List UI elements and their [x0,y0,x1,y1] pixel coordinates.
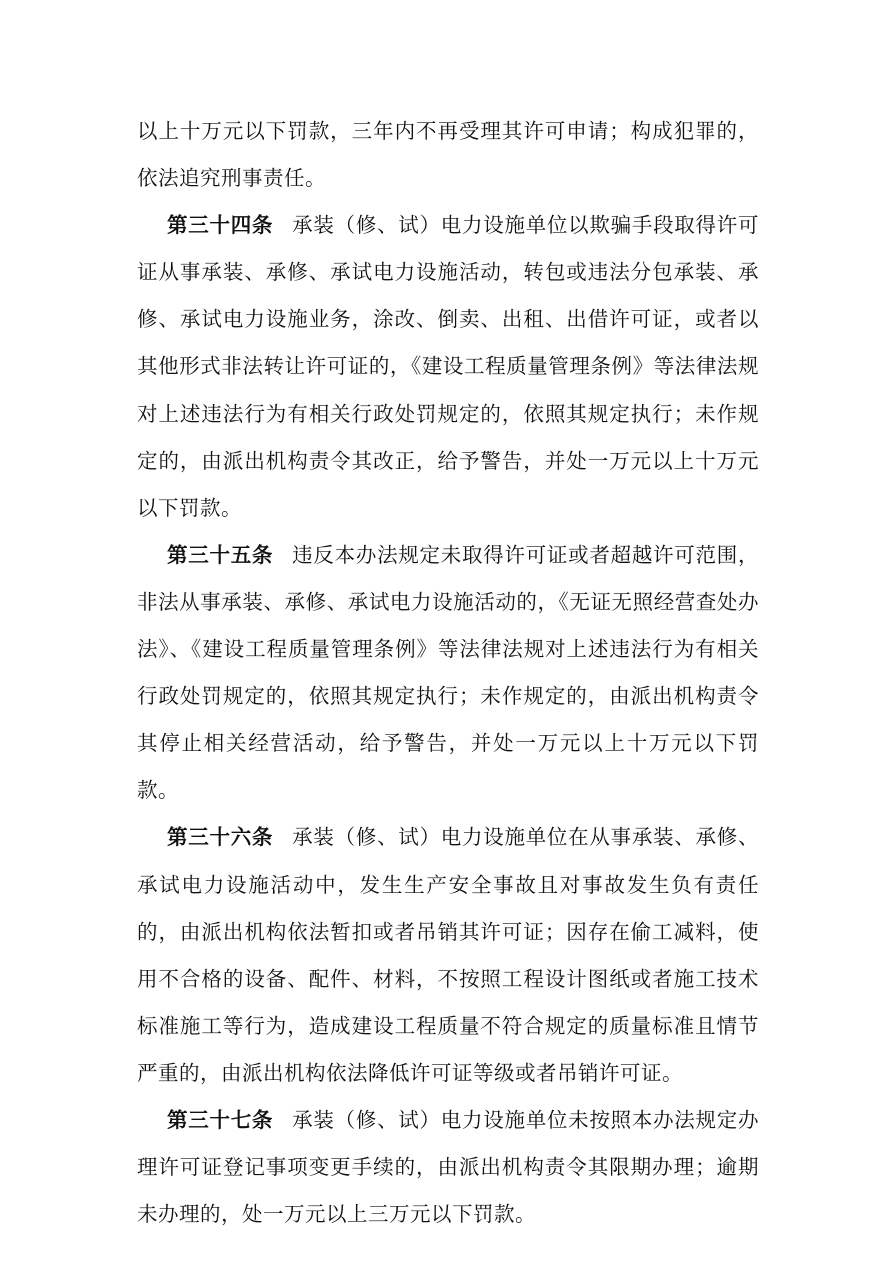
article-35 [137,532,759,815]
article-text: 承装（修、试）电力设施单位未按照本办法规定办理许可证登记事项变更手续的，由派出机构责令其限期办理；逾期未办理的，处一万元以上三万元以下罚款。 [137,1107,760,1227]
paragraph-text: 以上十万元以下罚款，三年内不再受理其许可申请；构成犯罪的，依法追究刑事责任。 [137,119,759,191]
article-number: 第三十五条 [167,542,274,567]
article-text: 承装（修、试）电力设施单位以欺骗手段取得许可证从事承装、承修、承试电力设施活动，转包或违法分包承装、承修、承试电力设施业务，涂改、倒卖、出租、出借许可证，或者以其他形式非法转让许可证的，《建设工程质量管理条例》等法律法规对上述违法行为有相关行政处罚规定的，依照其规定执行；未作规定的，由派出机构责令其改正，给予警告，并处一万元以上十万元以下罚款。 [137,213,760,520]
paragraph-continuation [137,108,759,202]
article-37 [137,1097,759,1238]
article-36 [137,814,759,1097]
article-text: 承装（修、试）电力设施单位在从事承装、承修、承试电力设施活动中，发生生产安全事故且对事故发生负有责任的，由派出机构依法暂扣或者吊销其许可证；因存在偷工减料，使用不合格的设备、配件、材料，不按照工程设计图纸或者施工技术标准施工等行为，造成建设工程质量不符合规定的质量标准且情节严重的，由派出机构依法降低许可证等级或者吊销许可证。 [137,825,760,1085]
article-number: 第三十四条 [167,213,274,238]
article-text: 违反本办法规定未取得许可证或者超越许可范围，非法从事承装、承修、承试电力设施活动的，《无证无照经营查处办法》、《建设工程质量管理条例》等法律法规对上述违法行为有相关行政处罚规定的，依照其规定执行；未作规定的，由派出机构责令其停止相关经营活动，给予警告，并处一万元以上十万元以下罚款。 [137,542,760,803]
article-number: 第三十六条 [167,825,274,850]
article-34 [137,202,759,532]
article-number: 第三十七条 [167,1107,274,1132]
document-body [137,108,759,1238]
